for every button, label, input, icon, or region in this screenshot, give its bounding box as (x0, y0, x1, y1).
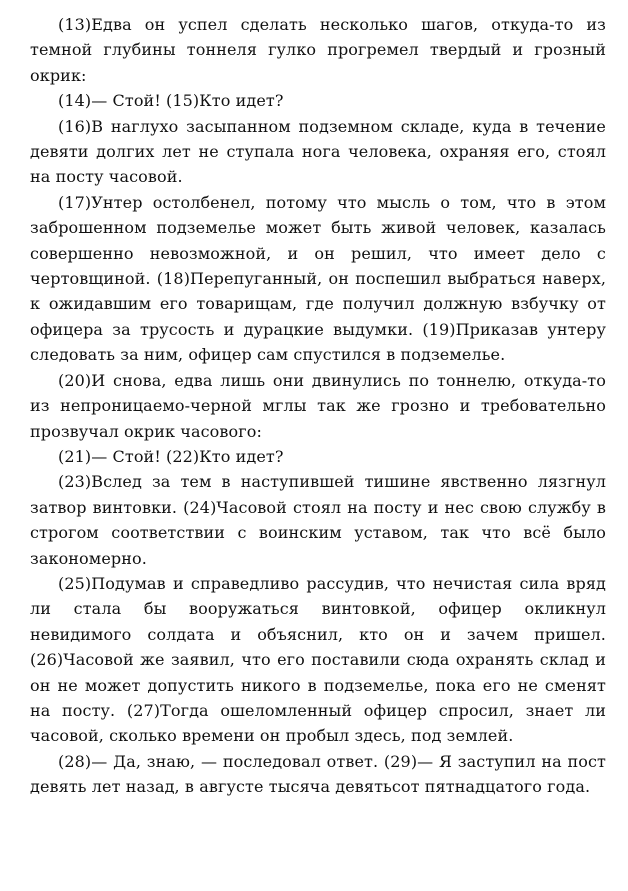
paragraph-16: (16)В наглухо засыпанном подземном складе, куда в течение девяти долгих лет не ступала нога человека, охраняя его, стоял на посту часовой. (30, 116, 606, 187)
paragraph-17: (17)Унтер остолбенел, потому что мысль о том, что в этом заброшенном подземелье может быть живой человек, казалась совершенно невозможной, и он решил, что имеет дело с чертовщиной. (18)Перепуганный, он поспешил выбраться наверх, к ожидавшим его товарищам, где получил должную взбучку от офицера за трусость и дурацкие выдумки. (19)Приказав унтеру следовать за ним, офицер сам спустился в подземелье. (30, 192, 606, 365)
paragraph-20: (20)И снова, едва лишь они двинулись по тоннелю, откуда-то из непроницаемо-черной мглы так же грозно и требовательно прозвучал окрик часового: (30, 370, 606, 441)
paragraph-28: (28)— Да, знаю, — последовал ответ. (29)— Я заступил на пост девять лет назад, в августе тысяча девятьсот пятнадцатого года. (30, 751, 606, 797)
paragraph-23: (23)Вслед за тем в наступившей тишине явственно лязгнул затвор винтовки. (24)Часовой стоял на посту и нес свою службу в строгом соответствии с воинским уставом, так что всё было закономерно. (30, 472, 606, 568)
paragraph-14: (14)— Стой! (15)Кто идет? (58, 91, 284, 111)
paragraph-13: (13)Едва он успел сделать несколько шагов, откуда-то из темной глубины тоннеля гулко прогремел твердый и грозный окрик: (30, 15, 606, 85)
paragraph-25: (25)Подумав и справедливо рассудив, что нечистая сила вряд ли стала бы вооружаться винтовкой, офицер окликнул невидимого солдата и объяснил, кто он и зачем пришел. (26)Часовой же заявил, что его поставили сюда охранять склад и он не может допустить никого в подземелье, пока его не сменят на посту. (27)Тогда ошеломленный офицер спросил, знает ли часовой, сколько времени он пробыл здесь, под землей. (30, 573, 606, 746)
paragraph-21: (21)— Стой! (22)Кто идет? (58, 446, 284, 466)
